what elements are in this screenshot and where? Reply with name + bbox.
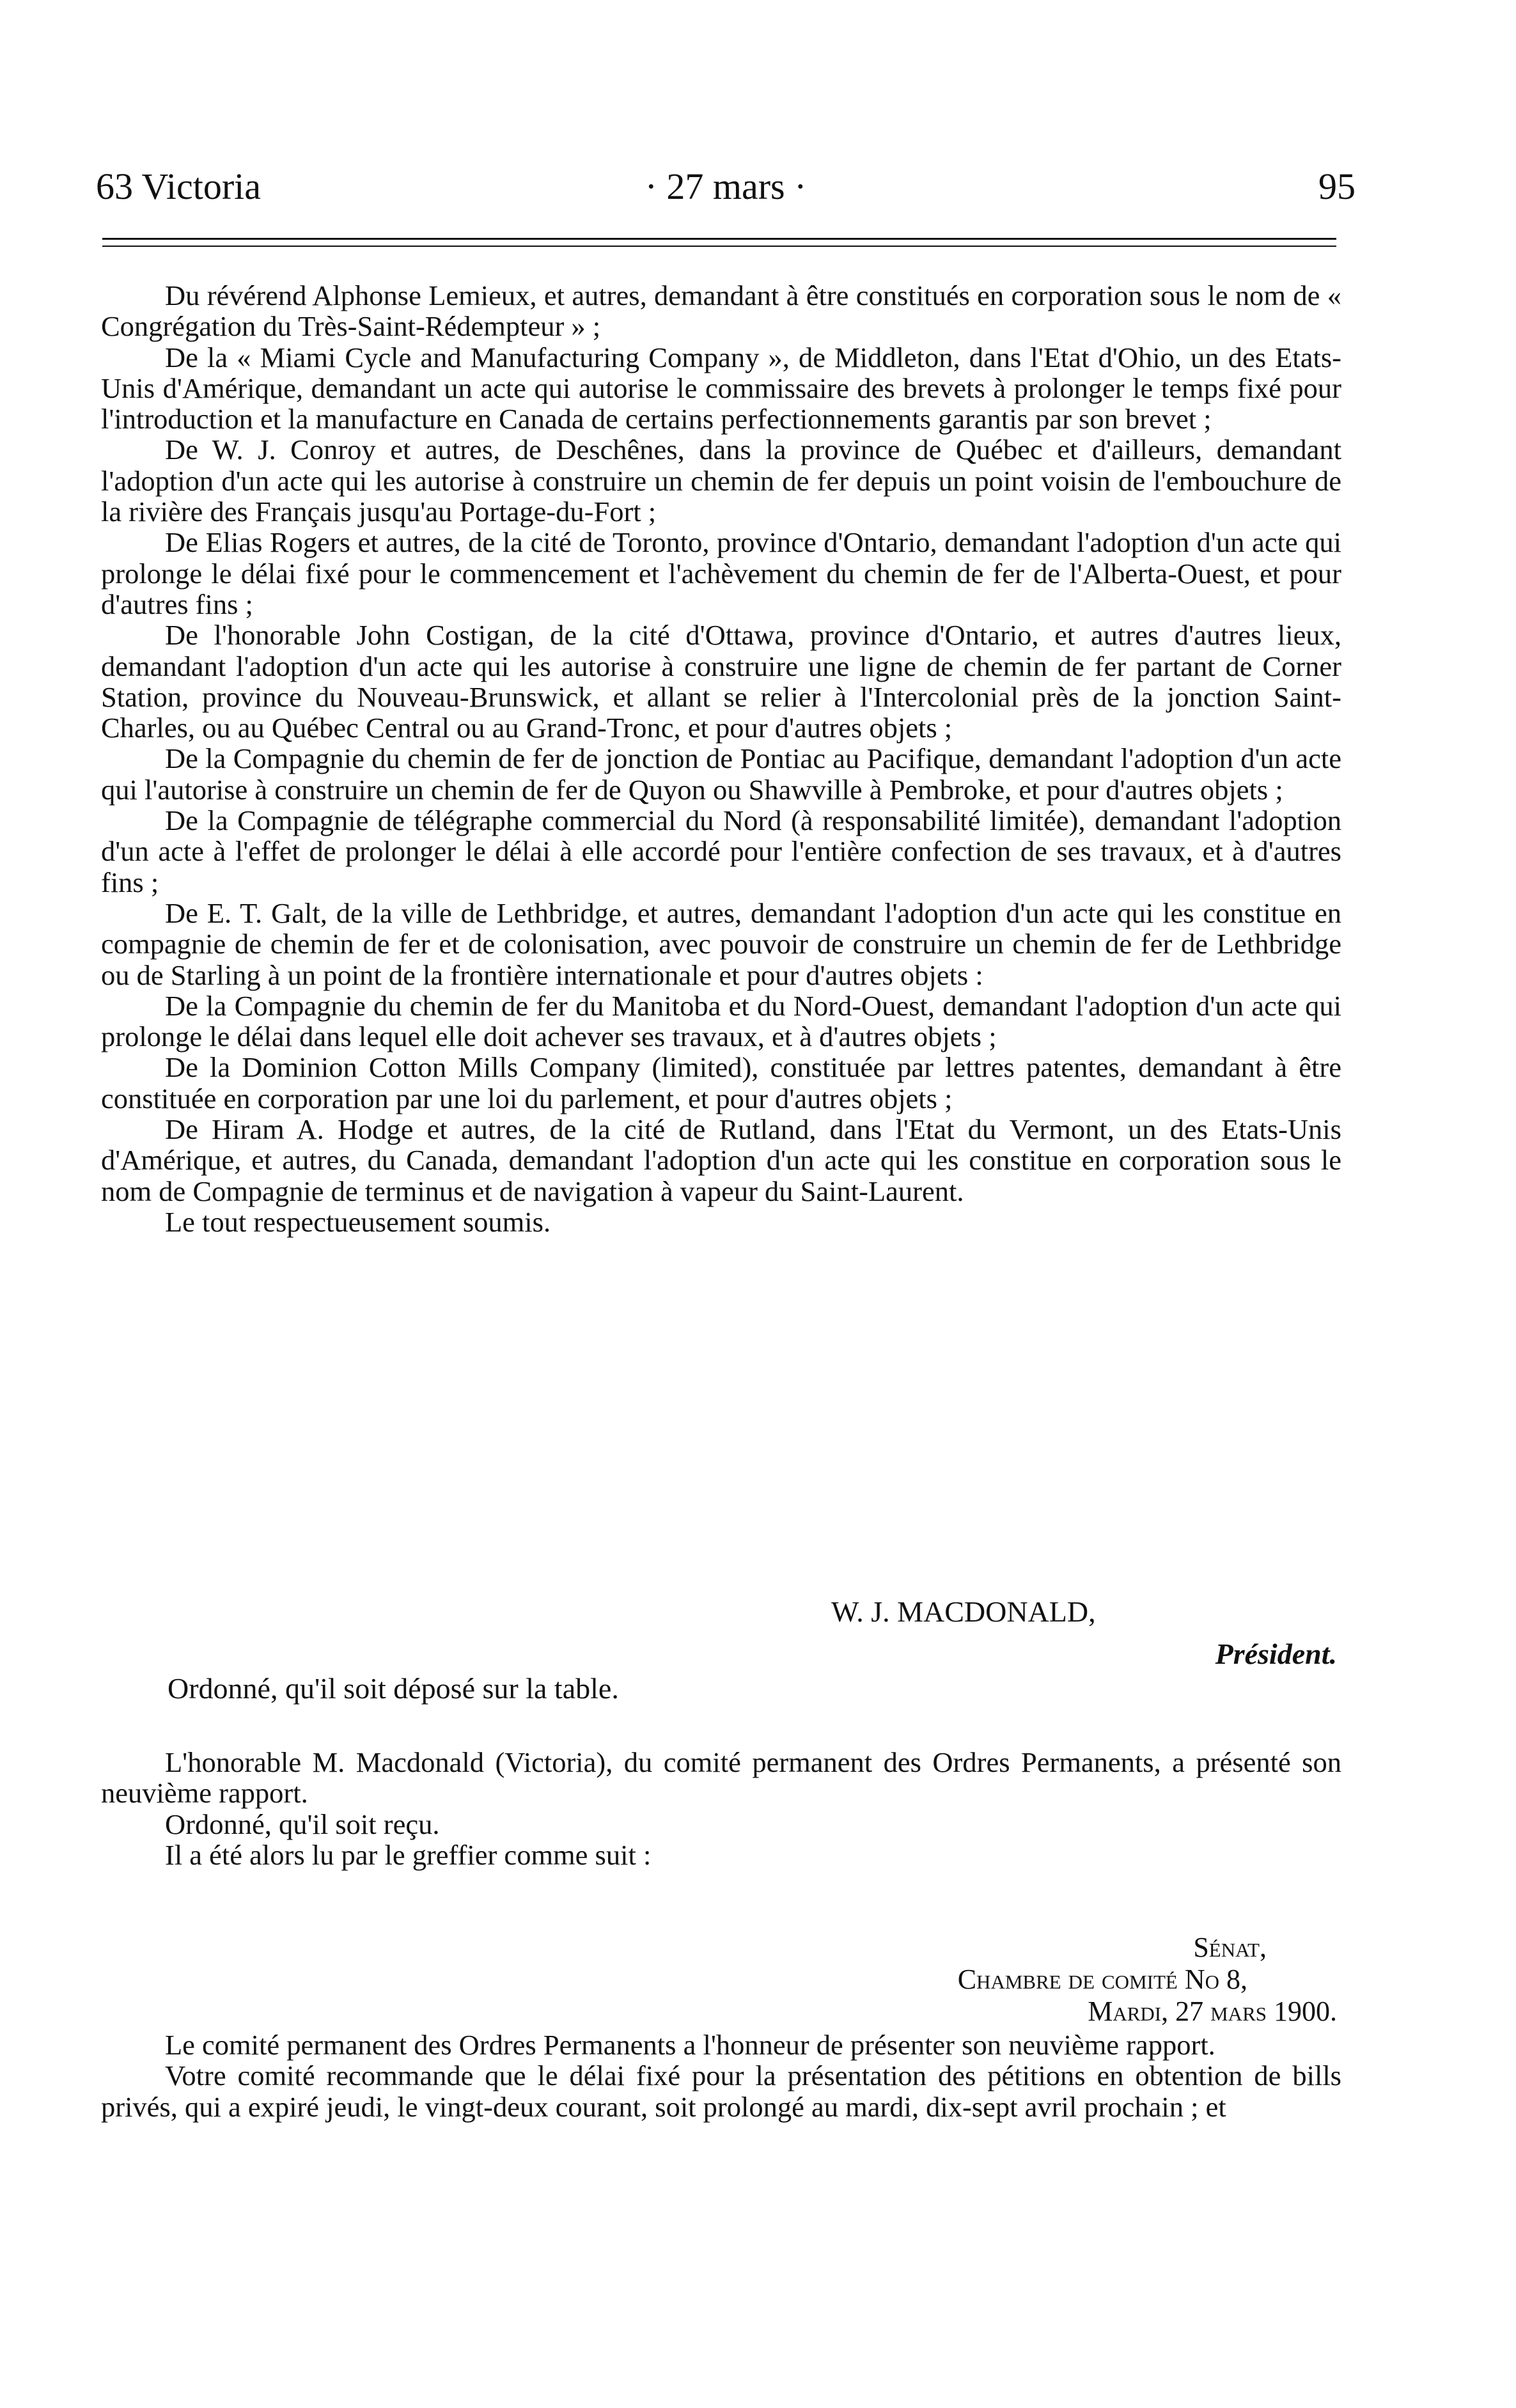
petition-paragraph: De la « Miami Cycle and Manufacturing Company », de Middleton, dans l'Etat d'Ohio, un des Etats-Unis d'Amérique, demandant un acte qui autorise le commissaire des brevets à prolonger le temps fixé pour l'introduction et la manufacture en Canada de certains perfectionnements garantis par son brevet ; (101, 341, 1341, 435)
petition-paragraph: De Elias Rogers et autres, de la cité de Toronto, province d'Ontario, demandant l'adoption d'un acte qui prolonge le délai fixé pour le commencement et l'achèvement du chemin de fer de l'Alberta-Ouest, et pour d'autres fins ; (101, 526, 1341, 620)
signature-title: Président. (1215, 1638, 1337, 1670)
report-paragraph: Le comité permanent des Ordres Permanents a l'honneur de présenter son neuvième rapport. (165, 2029, 1215, 2061)
petition-paragraph: Du révérend Alphonse Lemieux, et autres, demandant à être constitués en corporation sous le nom de « Congrégation du Très-Saint-Rédempteur » ; (101, 279, 1341, 343)
report-date: Mardi, 27 mars 1900. (1088, 1996, 1337, 2027)
signature-name: W. J. MACDONALD, (831, 1595, 1096, 1628)
page-number: 95 (1318, 166, 1356, 207)
petition-paragraph: De W. J. Conroy et autres, de Deschênes, dans la province de Québec et d'ailleurs, demandant l'adoption d'un acte qui les autorise à construire un chemin de fer depuis un point voisin de l'embouchure de la rivière des Français jusqu'au Portage-du-Fort ; (101, 434, 1341, 528)
petition-paragraph: De l'honorable John Costigan, de la cité d'Ottawa, province d'Ontario, et autres d'autres lieux, demandant l'adoption d'un acte qui les autorise à construire une ligne de chemin de fer partant de Corner Station, province du Nouveau-Brunswick, et allant se relier à l'Intercolonial près de la jonction Saint-Charles, ou au Québec Central ou au Grand-Tronc, et pour d'autres objets ; (101, 619, 1341, 744)
report-presented: L'honorable M. Macdonald (Victoria), du comité permanent des Ordres Permanents, a présenté son neuvième rapport. (101, 1746, 1341, 1810)
petition-paragraph: De E. T. Galt, de la ville de Lethbridge, et autres, demandant l'adoption d'un acte qui les constitue en compagnie de chemin de fer et de colonisation, avec pouvoir de construire un chemin de fer de Lethbridge ou de Starling à un point de la frontière internationale et pour d'autres objets : (101, 896, 1341, 991)
report-introduction (101, 1747, 1341, 1870)
petitions-list (101, 280, 1341, 1237)
header-session: 63 Victoria (96, 166, 261, 207)
petition-paragraph: De la Compagnie du chemin de fer du Manitoba et du Nord-Ouest, demandant l'adoption d'un acte qui prolonge le délai dans lequel elle doit achever ses travaux, et à d'autres objets ; (101, 989, 1341, 1053)
running-header (96, 165, 1356, 216)
header-rule-thin (102, 246, 1336, 247)
closing-line: Le tout respectueusement soumis. (165, 1205, 551, 1238)
report-body (101, 2029, 1341, 2122)
read-by-clerk: Il a été alors lu par le greffier comme suit : (165, 1838, 652, 1871)
petition-paragraph: De Hiram A. Hodge et autres, de la cité de Rutland, dans l'Etat du Vermont, un des Etats-Unis d'Amérique, et autres, du Canada, demandant l'adoption d'un acte qui les constitue en corporation sous le nom de Compagnie de terminus et de navigation à vapeur du Saint-Laurent. (101, 1113, 1341, 1207)
report-chambre: Chambre de comité No 8, (957, 1964, 1247, 1995)
petition-paragraph: De la Compagnie du chemin de fer de jonction de Pontiac au Pacifique, demandant l'adoption d'un acte qui l'autorise à construire un chemin de fer de Quyon ou Shawville à Pembroke, et pour d'autres objets ; (101, 742, 1341, 806)
petition-paragraph: De la Dominion Cotton Mills Company (limited), constituée par lettres patentes, demandant à être constituée en corporation par une loi du parlement, et pour d'autres objets ; (101, 1051, 1341, 1114)
order-tabled: Ordonné, qu'il soit déposé sur la table. (168, 1672, 619, 1705)
report-paragraph: Votre comité recommande que le délai fixé pour la présentation des pétitions en obtention de bills privés, qui a expiré jeudi, le vingt-deux courant, soit prolongé au mardi, dix-sept avril prochain ; et (101, 2060, 1341, 2123)
order-received: Ordonné, qu'il soit reçu. (165, 1808, 440, 1840)
petition-paragraph: De la Compagnie de télégraphe commercial du Nord (à responsabilité limitée), demandant l'adoption d'un acte à l'effet de prolonger le délai à elle accordé pour l'entière confection de ses travaux, et à d'autres fins ; (101, 804, 1341, 898)
header-rule-thick (102, 238, 1336, 240)
report-senat: Sénat, (1193, 1932, 1267, 1963)
header-date: · 27 mars · (645, 166, 807, 207)
